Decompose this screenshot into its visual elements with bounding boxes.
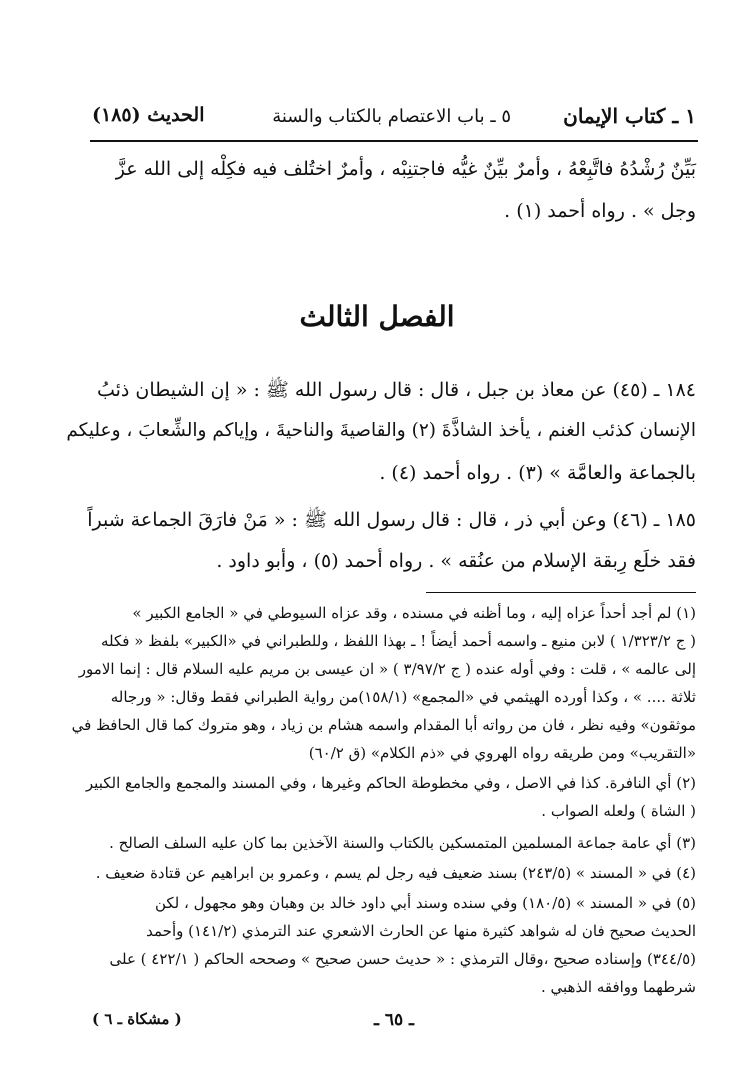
- footnote-5-line-2: الحديث صحيح فان له شواهد كثيرة منها عن الحارث الاشعري عند الترمذي (١٤١/٢) وأحمد: [146, 922, 696, 940]
- footnote-2-line-2: ( الشاة ) ولعله الصواب .: [541, 802, 696, 820]
- signature-mark: ( مشكاة ـ ٦ ): [92, 1010, 182, 1028]
- hadith-185-line-2: فقد خلَع رِبقة الإسلام من عنُقه » . رواه أحمد (٥) ، وأبو داود .: [216, 550, 696, 572]
- footnote-3: (٣) أي عامة جماعة المسلمين المتمسكين بالكتاب والسنة الآخذين بما كان عليه السلف الصالح .: [109, 834, 696, 852]
- footnote-divider: [426, 592, 696, 593]
- footnote-1-line-5: موثقون» وفيه نظر ، فان من رواته أبا المقدام واسمه هشام بن زياد ، وهو متروك كما قال الحافظ في: [71, 716, 696, 734]
- header-book-title: ١ ـ كتاب الإيمان: [563, 104, 696, 128]
- footnote-1-line-4: ثلاثة .... » ، وكذا أورده الهيثمي في «المجمع» (١٥٨/١)من رواية الطبراني فقط وقال: « ورجاله: [110, 688, 696, 706]
- header-chapter-title: ٥ ـ باب الاعتصام بالكتاب والسنة: [272, 106, 511, 127]
- footnote-1-line-1: (١) لم أجد أحداً عزاه إليه ، وما أظنه في مسنده ، وقد عزاه السيوطي في « الجامع الكبير »: [132, 604, 696, 622]
- header-hadith-number: الحديث (١٨٥): [92, 104, 205, 126]
- top-paragraph-line-1: بَيِّنٌ رُشْدُهُ فاتَّبِعْهُ ، وأمرٌ بيِّنٌ غيُّه فاجتنِبْه ، وأمرٌ اختُلف فيه فكِلْه إلى الله عزَّ: [115, 158, 696, 180]
- footnote-1-line-3: إلى عالمه » ، قلت : وفي أوله عنده ( ج ٣/٩٧/٢ ) « ان عيسى بن مريم عليه السلام قال : إنما الامور: [78, 660, 696, 678]
- hadith-184-line-2: الإنسان كذئب الغنم ، يأخذ الشاذَّةَ (٢) والقاصيةَ والناحيةَ ، وإياكم والشِّعابَ ، وعليكم: [66, 420, 696, 441]
- section-title: الفصل الثالث: [299, 300, 455, 333]
- page-footer: [92, 1010, 696, 1040]
- hadith-185-line-1: ١٨٥ ـ (٤٦) وعن أبي ذر ، قال : قال رسول الله ﷺ : « مَنْ فارَقَ الجماعة شبراً: [87, 509, 696, 531]
- footnote-1-line-6: «التقريب» ومن طريقه رواه الهروي في «ذم الكلام» (ق ٦٠/٢): [308, 744, 696, 762]
- footnote-4: (٤) في « المسند » (٢٤٣/٥) بسند ضعيف فيه رجل لم يسم ، وعمرو بن ابراهيم عن قتادة ضعيف .: [95, 864, 696, 882]
- footnote-2-line-1: (٢) أي النافرة. كذا في الاصل ، وفي مخطوطة الحاكم وغيرها ، وفي المسند والمجمع والجامع الكبير: [85, 774, 696, 792]
- header-divider: [90, 140, 698, 142]
- footnote-1-line-2: ( ج ١/٣٢٣/٢ ) لابن منيع ـ واسمه أحمد أيضاً ! ـ بهذا اللفظ ، وللطبراني في «الكبير» بلفظ « فكله: [101, 632, 696, 650]
- footnote-5-line-1: (٥) في « المسند » (١٨٠/٥) وفي سنده وسند أبي داود خالد بن وهبان وهو مجهول ، لكن: [154, 894, 696, 912]
- footnote-5-line-3: (٣٤٤/٥) وإسناده صحيح ،وقال الترمذي : « حديث حسن صحيح » وصححه الحاكم ( ٤٢٢/١ ) على: [109, 950, 696, 968]
- page-number: ـ ٦٥ ـ: [373, 1010, 415, 1030]
- running-header: [92, 98, 696, 138]
- footnote-5-line-4: شرطهما ووافقه الذهبي .: [540, 978, 696, 996]
- top-paragraph-line-2: وجل » . رواه أحمد (١) .: [504, 200, 696, 222]
- hadith-184-line-1: ١٨٤ ـ (٤٥) عن معاذ بن جبل ، قال : قال رسول الله ﷺ : « إن الشيطان ذئبُ: [96, 379, 696, 401]
- hadith-184-line-3: بالجماعة والعامَّة » (٣) . رواه أحمد (٤) .: [379, 462, 696, 484]
